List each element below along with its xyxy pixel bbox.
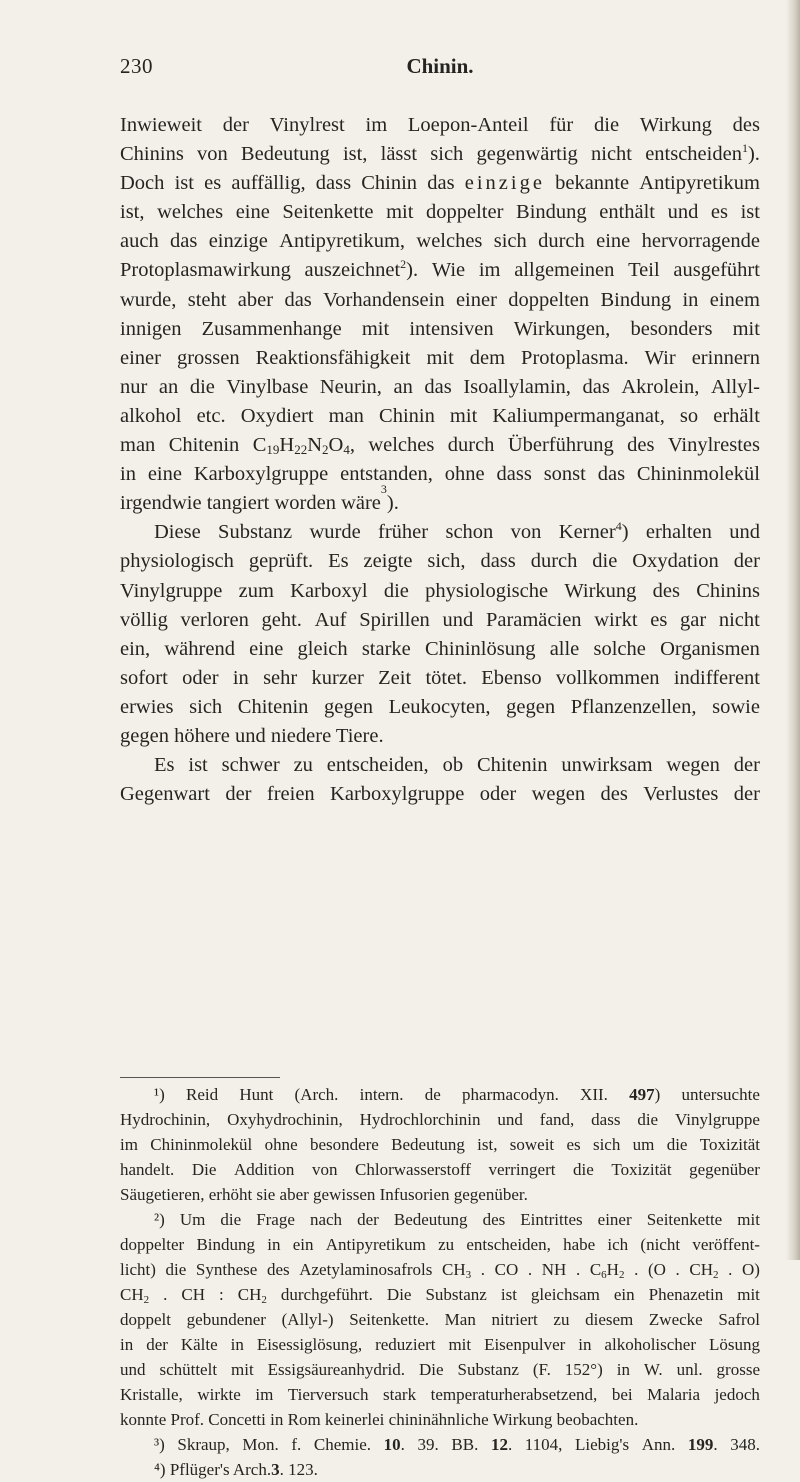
text-line: innigen Zusammenhange mit intensiven Wirkungen, besonders mit bbox=[120, 317, 760, 340]
text-line: erwies sich Chitenin gegen Leukocyten, gegen Pflanzenzellen, sowie bbox=[120, 695, 760, 718]
footnote-line: doppelt gebundener (Allyl-) Seitenkette. Man nitriert zu diesem Zwecke Safrol bbox=[120, 1310, 760, 1329]
body-text bbox=[120, 111, 760, 809]
footnote-line: Kristalle, wirkte im Tierversuch stark temperaturherabsetzend, bei Malaria jedoch bbox=[120, 1385, 760, 1404]
page-edge-shadow bbox=[786, 0, 800, 1260]
text-line: man Chitenin $C_{19}H_{22}N_2O_4$, welches durch Überführung des Vinylrestes bbox=[120, 434, 760, 458]
text-line: physiologisch geprüft. Es zeigte sich, dass durch die Oxydation der bbox=[120, 550, 760, 573]
footnote-line: $CH_2$ . CH : $CH_2$ durchgeführt. Die Substanz ist gleichsam ein Phenazetin mit bbox=[120, 1285, 760, 1306]
text-line: sofort oder in sehr kurzer Zeit tötet. Ebenso vollkommen indifferent bbox=[120, 666, 760, 689]
text-line: irgendwie tangiert worden wäre 3 ). bbox=[120, 482, 399, 515]
text-line: Vinylgruppe zum Karboxyl die physiologische Wirkung des Chinins bbox=[120, 579, 760, 602]
text-line: wurde, steht aber das Vorhandensein einer doppelten Bindung in einem bbox=[120, 288, 760, 311]
footnotes bbox=[120, 1082, 760, 1482]
text-line: Diese Substanz wurde früher schon von Kerner$^4$) erhalten und bbox=[154, 519, 760, 544]
text-line: auch das einzige Antipyretikum, welches sich durch eine hervorragende bbox=[120, 230, 760, 253]
text-line: Protoplasmawirkung auszeichnet$^2$). Wie im allgemeinen Teil ausgeführt bbox=[120, 257, 760, 282]
text-line: völlig verloren geht. Auf Spirillen und Paramäcien wirkt es gar nicht bbox=[120, 608, 760, 631]
text-line: Gegenwart der freien Karboxylgruppe oder wegen des Verlustes der bbox=[120, 783, 760, 806]
text-line: alkohol etc. Oxydiert man Chinin mit Kaliumpermanganat, so erhält bbox=[120, 404, 760, 427]
footnote-line: doppelter Bindung in ein Antipyretikum zu entscheiden, habe ich (nicht veröffent- bbox=[120, 1235, 760, 1254]
text-line: nur an die Vinylbase Neurin, an das Isoallylamin, das Akrolein, Allyl- bbox=[120, 375, 760, 398]
footnote-line: ³) Skraup, Mon. f. Chemie. 10. 39. BB. 12. 1104, Liebig's Ann. 199. 348. bbox=[154, 1435, 760, 1454]
footnote-line: handelt. Die Addition von Chlorwasserstoff verringert die Toxizität gegenüber bbox=[120, 1160, 760, 1179]
text-line: einer grossen Reaktionsfähigkeit mit dem Protoplasma. Wir erinnern bbox=[120, 346, 760, 369]
text-line: ist, welches eine Seitenkette mit doppelter Bindung enthält und es ist bbox=[120, 201, 760, 224]
text-line: Doch ist es auffällig, dass Chinin das einzige bekannte Antipyretikum bbox=[120, 172, 760, 195]
page-header bbox=[120, 54, 760, 84]
footnote-line: Hydrochinin, Oxyhydrochinin, Hydrochlorchinin und fand, dass die Vinylgruppe bbox=[120, 1110, 760, 1129]
text-line: Chinins von Bedeutung ist, lässt sich gegenwärtig nicht entscheiden$^1$). bbox=[120, 141, 760, 166]
footnote-line: licht) die Synthese des Azetylaminosafrols $CH_3$ . CO . NH . $C_6H_2$ . (O . $CH_2$ . O) bbox=[120, 1260, 760, 1281]
footnote-line: konnte Prof. Concetti in Rom keinerlei chininähnliche Wirkung beobachten. bbox=[120, 1410, 639, 1429]
footnote-line: ⁴) Pflüger's Arch. 3 . 123. bbox=[154, 1460, 318, 1479]
footnote-line: ¹) Reid Hunt (Arch. intern. de pharmacodyn. XII. 497) untersuchte bbox=[154, 1085, 760, 1104]
page-number: 230 bbox=[120, 54, 153, 78]
footnote-line: Säugetieren, erhöht sie aber gewissen Infusorien gegenüber. bbox=[120, 1185, 528, 1204]
footnote-rule bbox=[120, 1077, 280, 1078]
text-line: ein, während eine gleich starke Chininlösung alle solche Organismen bbox=[120, 637, 760, 660]
text-line: in eine Karboxylgruppe entstanden, ohne dass sonst das Chininmolekül bbox=[120, 463, 760, 486]
footnote-line: und schüttelt mit Essigsäureanhydrid. Die Substanz (F. 152°) in W. unl. grosse bbox=[120, 1360, 760, 1379]
footnote-line: in der Kälte in Eisessiglösung, reduziert mit Eisenpulver in alkoholischer Lösung bbox=[120, 1335, 760, 1354]
text-line: Es ist schwer zu entscheiden, ob Chitenin unwirksam wegen der bbox=[154, 754, 760, 777]
text-line: Inwieweit der Vinylrest im Loepon-Anteil für die Wirkung des bbox=[120, 114, 760, 136]
footnote-line: im Chininmolekül ohne besondere Bedeutung ist, soweit es sich um die Toxizität bbox=[120, 1135, 760, 1154]
running-head: Chinin. bbox=[406, 54, 474, 78]
text-line: gegen höhere und niedere Tiere. bbox=[120, 724, 384, 747]
footnote-line: ²) Um die Frage nach der Bedeutung des Eintrittes einer Seitenkette mit bbox=[154, 1210, 760, 1229]
